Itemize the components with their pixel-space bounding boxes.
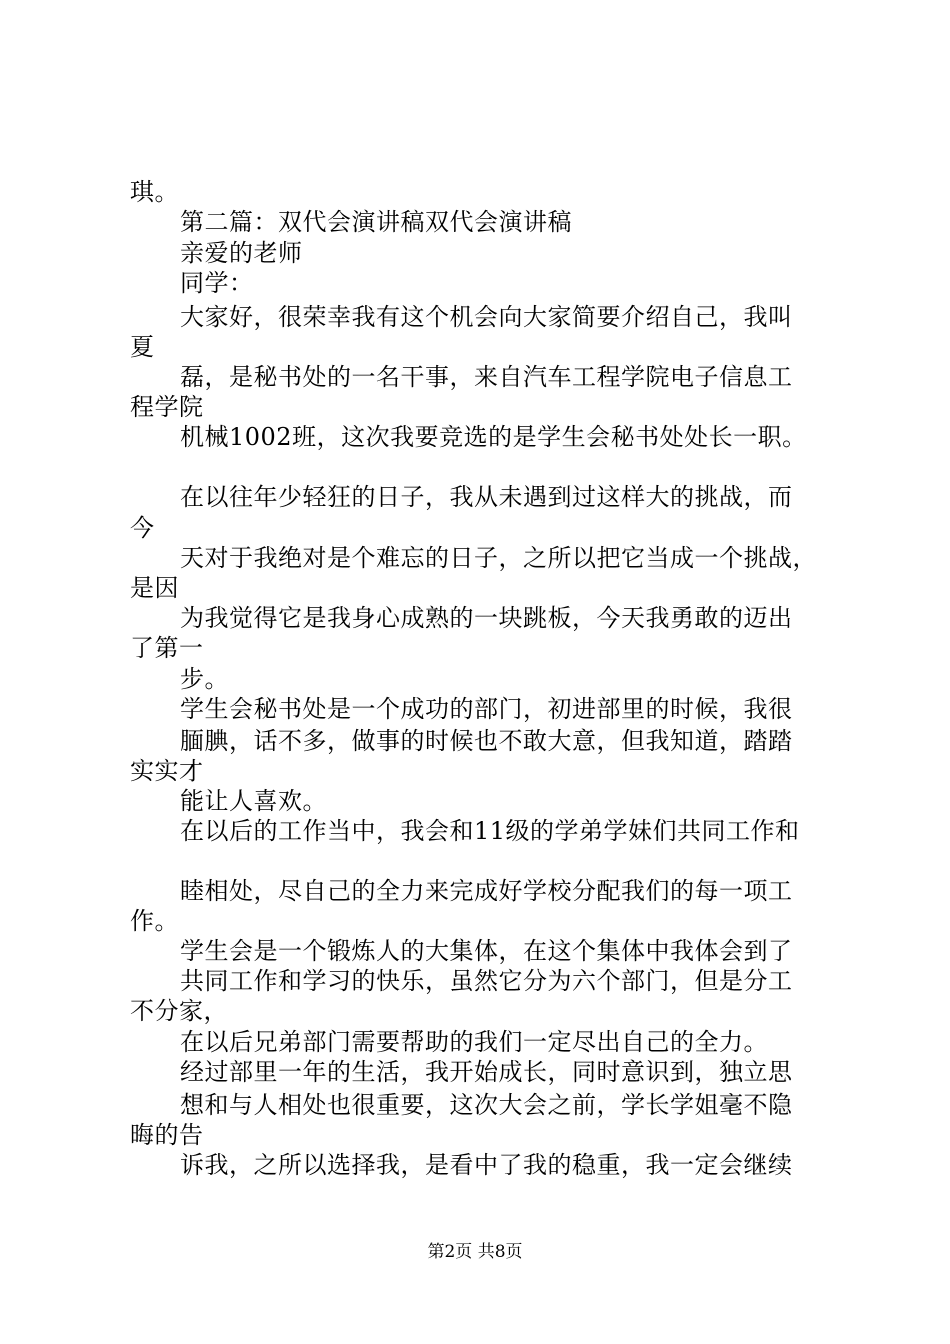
text-line: 步。 — [180, 665, 229, 693]
text-line: 同学： — [180, 269, 254, 297]
page-number-footer: 第2页 共8页 — [427, 1242, 523, 1262]
text-line: 在以往年少轻狂的日子，我从未遇到过这样大的挑战，而 — [180, 483, 793, 511]
text-line: 为我觉得它是我身心成熟的一块跳板，今天我勇敢的迈出 — [180, 604, 793, 632]
text-line: 琪。 — [130, 178, 179, 206]
text-line: 共同工作和学习的快乐，虽然它分为六个部门，但是分工 — [180, 967, 793, 995]
text-line: 想和与人相处也很重要，这次大会之前，学长学姐毫不隐 — [180, 1091, 793, 1119]
text-line: 天对于我绝对是个难忘的日子，之所以把它当成一个挑战， — [180, 544, 817, 572]
text-line: 腼腆，话不多，做事的时候也不敢大意，但我知道，踏踏 — [180, 727, 793, 755]
text-line: 是因 — [130, 574, 179, 602]
text-line: 了第一 — [130, 634, 204, 662]
text-line: 作。 — [130, 907, 179, 935]
section-title: 第二篇：双代会演讲稿双代会演讲稿 — [180, 208, 572, 236]
text-line: 机械1002班，这次我要竞选的是学生会秘书处处长一职。 — [180, 423, 807, 451]
text-line: 在以后的工作当中，我会和11级的学弟学妹们共同工作和 — [180, 817, 800, 845]
text-line: 夏 — [130, 333, 155, 361]
text-line: 不分家， — [130, 997, 228, 1025]
text-line: 晦的告 — [130, 1121, 204, 1149]
text-line: 实实才 — [130, 757, 204, 785]
text-line: 在以后兄弟部门需要帮助的我们一定尽出自己的全力。 — [180, 1028, 768, 1056]
text-line: 诉我，之所以选择我，是看中了我的稳重，我一定会继续 — [180, 1151, 793, 1179]
text-line: 程学院 — [130, 393, 204, 421]
text-line: 今 — [130, 514, 155, 542]
text-line: 睦相处，尽自己的全力来完成好学校分配我们的每一项工 — [180, 877, 793, 905]
text-line: 磊，是秘书处的一名干事，来自汽车工程学院电子信息工 — [180, 363, 793, 391]
text-line: 能让人喜欢。 — [180, 787, 327, 815]
text-line: 学生会秘书处是一个成功的部门，初进部里的时候，我很 — [180, 695, 793, 723]
text-line: 亲爱的老师 — [180, 239, 303, 267]
text-line: 大家好，很荣幸我有这个机会向大家简要介绍自己，我叫 — [180, 303, 793, 331]
text-line: 学生会是一个锻炼人的大集体，在这个集体中我体会到了 — [180, 937, 793, 965]
text-line: 经过部里一年的生活，我开始成长，同时意识到，独立思 — [180, 1058, 793, 1086]
